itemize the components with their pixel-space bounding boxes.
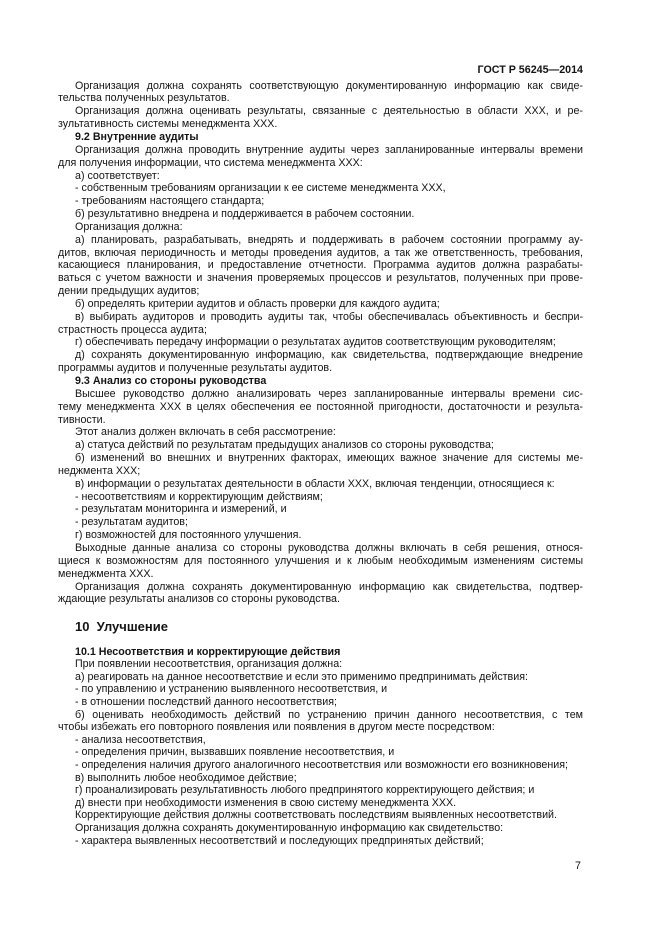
paragraph [58, 144, 583, 170]
text-line: г) проанализировать результативность любого предпринятого корректирующего действия; и [75, 784, 535, 797]
text-line: г) обеспечивать передачу информации о результатах аудитов соответствующим руководителям; [75, 336, 556, 349]
text-line: ждающие результаты анализов со стороны руководства. [58, 593, 340, 606]
text-line: - несоответствиям и корректирующим действиям; [75, 490, 323, 503]
section-10-title: 10 Улучшение [75, 619, 168, 634]
text-line: б) изменений во внешних и внутренних факторах, имеющих важное значение для системы ме- [75, 452, 583, 465]
text-line: в) информации о результатах деятельности в области XXX, включая тенденции, относящиеся к: [75, 477, 555, 490]
paragraph [58, 671, 583, 684]
text-line: При появлении несоответствия, организация должна: [75, 658, 343, 671]
paragraph [58, 709, 583, 734]
paragraph [58, 696, 583, 709]
paragraph [58, 388, 583, 427]
text-line: дитов, включая периодичность и методы проведения аудитов, а так же ответственность, требования, [58, 246, 583, 259]
paragraph [58, 195, 583, 208]
subsection-heading-text: 9.2 Внутренние аудиты [75, 130, 199, 143]
paragraph [58, 298, 583, 311]
text-line: а) статуса действий по результатам предыдущих анализов со стороны руководства; [75, 439, 494, 452]
text-line: менеджмента XXX. [58, 567, 154, 580]
text-line: б) определять критерии аудитов и область проверки для каждого аудита; [75, 297, 440, 310]
text-line: б) результативно внедрена и поддерживается в рабочем состоянии. [75, 208, 415, 221]
paragraph [58, 336, 583, 349]
subsection-heading-text: 10.1 Несоответствия и корректирующие действия [75, 645, 341, 658]
text-line: - определения причин, вызвавших появление несоответствия, и [75, 746, 395, 759]
text-line: Организация должна сохранять соответствующую документированную информацию как свиде- [75, 79, 583, 92]
text-line: г) возможностей для постоянного улучшения. [75, 529, 302, 542]
text-line: в) выбирать аудиторов и проводить аудиты так, чтобы обеспечивалась объективность и беспри- [75, 310, 583, 323]
paragraph [58, 439, 583, 452]
text-line: - результатам мониторинга и измерений, и [75, 503, 287, 516]
subsection-heading [58, 131, 583, 144]
paragraph [58, 822, 583, 835]
paragraph [58, 542, 583, 581]
subsection-heading [58, 375, 583, 388]
paragraph [58, 478, 583, 491]
paragraph [58, 208, 583, 221]
paragraph [58, 797, 583, 810]
text-line: Организация должна сохранять документированную информацию как свидетельство: [75, 822, 504, 834]
text-line: Организация должна сохранять документированную информацию как свидетельства, подтвер- [75, 580, 583, 593]
paragraph [58, 503, 583, 516]
paragraph [58, 234, 583, 298]
text-line: - в отношении последствий данного несоответствия; [75, 696, 337, 709]
text-line: Организация должна: [75, 220, 183, 233]
paragraph [58, 452, 583, 478]
text-line: - определения наличия другого аналогичного несоответствия или возможности его возникновения; [75, 759, 568, 772]
text-line: чтобы избежать его повторного появления или появления в другом месте посредством: [58, 721, 495, 734]
text-line: а) планировать, разрабатывать, внедрять и поддерживать в рабочем состоянии программу ау- [75, 233, 583, 246]
text-line: щиеся к возможностям для постоянного улучшения и к любым необходимым изменениям системы [58, 554, 583, 567]
paragraph [58, 784, 583, 797]
text-line: неджмента XXX; [58, 464, 141, 477]
text-line: тельства полученных результатов. [58, 92, 230, 105]
paragraph [58, 529, 583, 542]
text-line: Этот анализ должен включать в себя рассмотрение: [75, 426, 336, 439]
text-line: Выходные данные анализа со стороны руководства должны включать в себя решения, относя- [75, 541, 583, 554]
text-line: ваться с учетом важности и значения проверяемых процессов и результатов, полученных при прове- [58, 272, 583, 285]
text-line: д) сохранять документированную информацию, как свидетельства, подтверждающие внедрение [75, 349, 583, 362]
paragraph [58, 182, 583, 195]
subsection-heading-text: 9.3 Анализ со стороны руководства [75, 375, 267, 387]
text-line: касающиеся планирования, и предоставление отчетности. Программа аудитов должна разрабаты- [58, 259, 583, 272]
paragraph [58, 311, 583, 337]
paragraph [58, 221, 583, 234]
clause-9-body [58, 80, 583, 607]
clause-10-body [58, 646, 583, 848]
page-number: 7 [575, 860, 581, 872]
text-line: тивности. [58, 413, 106, 426]
paragraph [58, 491, 583, 504]
text-line: - собственным требованиям организации к ее системе менеджмента XXX, [75, 182, 446, 195]
standard-designation-header: ГОСТ Р 56245—2014 [477, 64, 583, 76]
text-line: Высшее руководство должно анализировать через запланированные интервалы времени сис- [75, 387, 583, 400]
paragraph [58, 759, 583, 772]
text-line: Организация должна оценивать результаты, связанные с деятельностью в области XXX, и ре- [75, 105, 583, 118]
paragraph [58, 835, 583, 848]
text-line: б) оценивать необходимость действий по устранению причин данного несоответствия, с тем [75, 708, 583, 721]
text-line: а) реагировать на данное несоответствие и если это применимо предпринимать действия: [75, 670, 528, 683]
paragraph [58, 80, 583, 106]
paragraph [58, 772, 583, 785]
text-line: дении предыдущих аудитов; [58, 285, 200, 298]
text-line: - результатам аудитов; [75, 516, 188, 529]
text-line: - требованиям настоящего стандарта; [75, 195, 265, 208]
paragraph [58, 105, 583, 131]
paragraph [58, 746, 583, 759]
text-line: - анализа несоответствия, [75, 733, 206, 746]
text-line: Корректирующие действия должны соответствовать последствиям выявленных несоответствий. [75, 809, 557, 822]
paragraph [58, 658, 583, 671]
paragraph [58, 581, 583, 607]
text-line: страстность процесса аудита; [58, 323, 207, 336]
text-line: для получения информации, что система менеджмента XXX: [58, 156, 363, 169]
text-line: зультативность системы менеджмента XXX. [58, 118, 278, 131]
paragraph [58, 349, 583, 375]
text-line: в) выполнить любое необходимое действие; [75, 771, 297, 784]
paragraph [58, 734, 583, 747]
paragraph [58, 683, 583, 696]
text-line: программы аудитов и полученные результаты аудитов. [58, 362, 333, 375]
text-line: Организация должна проводить внутренние аудиты через запланированные интервалы времени [75, 143, 583, 156]
paragraph [58, 170, 583, 183]
subsection-heading [58, 646, 583, 659]
text-line: д) внести при необходимости изменения в свою систему менеджмента XXX. [75, 796, 457, 809]
text-line: - характера выявленных несоответствий и последующих предпринятых действий; [75, 834, 484, 847]
text-line: - по управлению и устранению выявленного несоответствия, и [75, 683, 388, 696]
paragraph [58, 426, 583, 439]
paragraph [58, 516, 583, 529]
text-line: а) соответствует: [75, 169, 160, 182]
text-line: тему менеджмента XXX в целях обеспечения ее постоянной пригодности, достаточности и результа- [58, 400, 583, 413]
paragraph [58, 809, 583, 822]
